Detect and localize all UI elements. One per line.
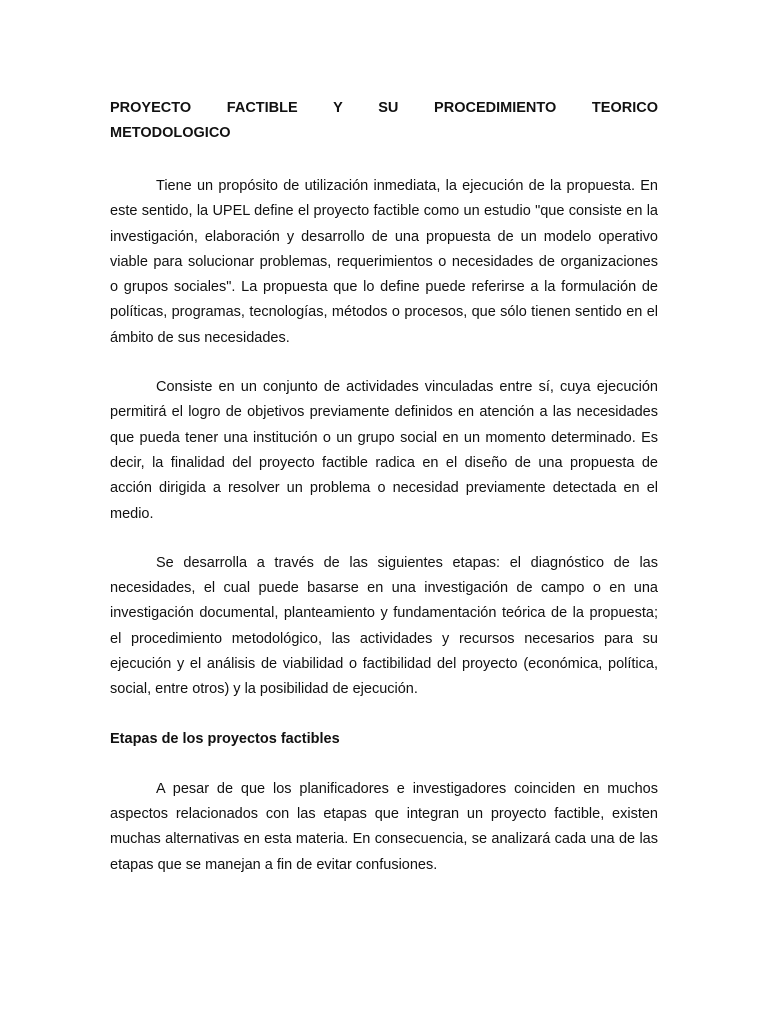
section-heading: Etapas de los proyectos factibles [110, 730, 340, 747]
paragraph-2: Consiste en un conjunto de actividades vinculadas entre sí, cuya ejecución permitirá el logro de objetivos previamente definidos en atención a las necesidades que pueda tener una institución o un grupo social en un momento determinado. Es decir, la finalidad del proyecto factible radica en el diseño de una propuesta de acción dirigida a resolver un problema o necesidad previamente detectada en el medio. [110, 379, 658, 522]
paragraph-1: Tiene un propósito de utilización inmediata, la ejecución de la propuesta. En este sentido, la UPEL define el proyecto factible como un estudio "que consiste en la investigación, elaboración y desarrollo de una propuesta de un modelo operativo viable para solucionar problemas, requerimientos o necesidades de organizaciones o grupos sociales". La propuesta que lo define puede referirse a la formulación de políticas, programas, tecnologías, métodos o procesos, que sólo tienen sentido en el ámbito de sus necesidades. [110, 178, 658, 346]
paragraph-3: Se desarrolla a través de las siguientes etapas: el diagnóstico de las necesidades, el cual puede basarse en una investigación de campo o en una investigación documental, planteamiento y fundamentación teórica de la propuesta; el procedimiento metodológico, las actividades y recursos necesarios para su ejecución y el análisis de viabilidad o factibilidad del proyecto (económica, política, social, entre otros) y la posibilidad de ejecución. [110, 554, 658, 698]
document-title-line-1: PROYECTO FACTIBLE Y SU PROCEDIMIENTO TEORICO [110, 100, 658, 116]
paragraph-4: A pesar de que los planificadores e investigadores coinciden en muchos aspectos relacionados con las etapas que integran un proyecto factible, existen muchas alternativas en esta materia. En consecuencia, se analizará cada una de las etapas que se manejan a fin de evitar confusiones. [110, 780, 658, 873]
document-title-line-2: METODOLOGICO [110, 125, 231, 141]
